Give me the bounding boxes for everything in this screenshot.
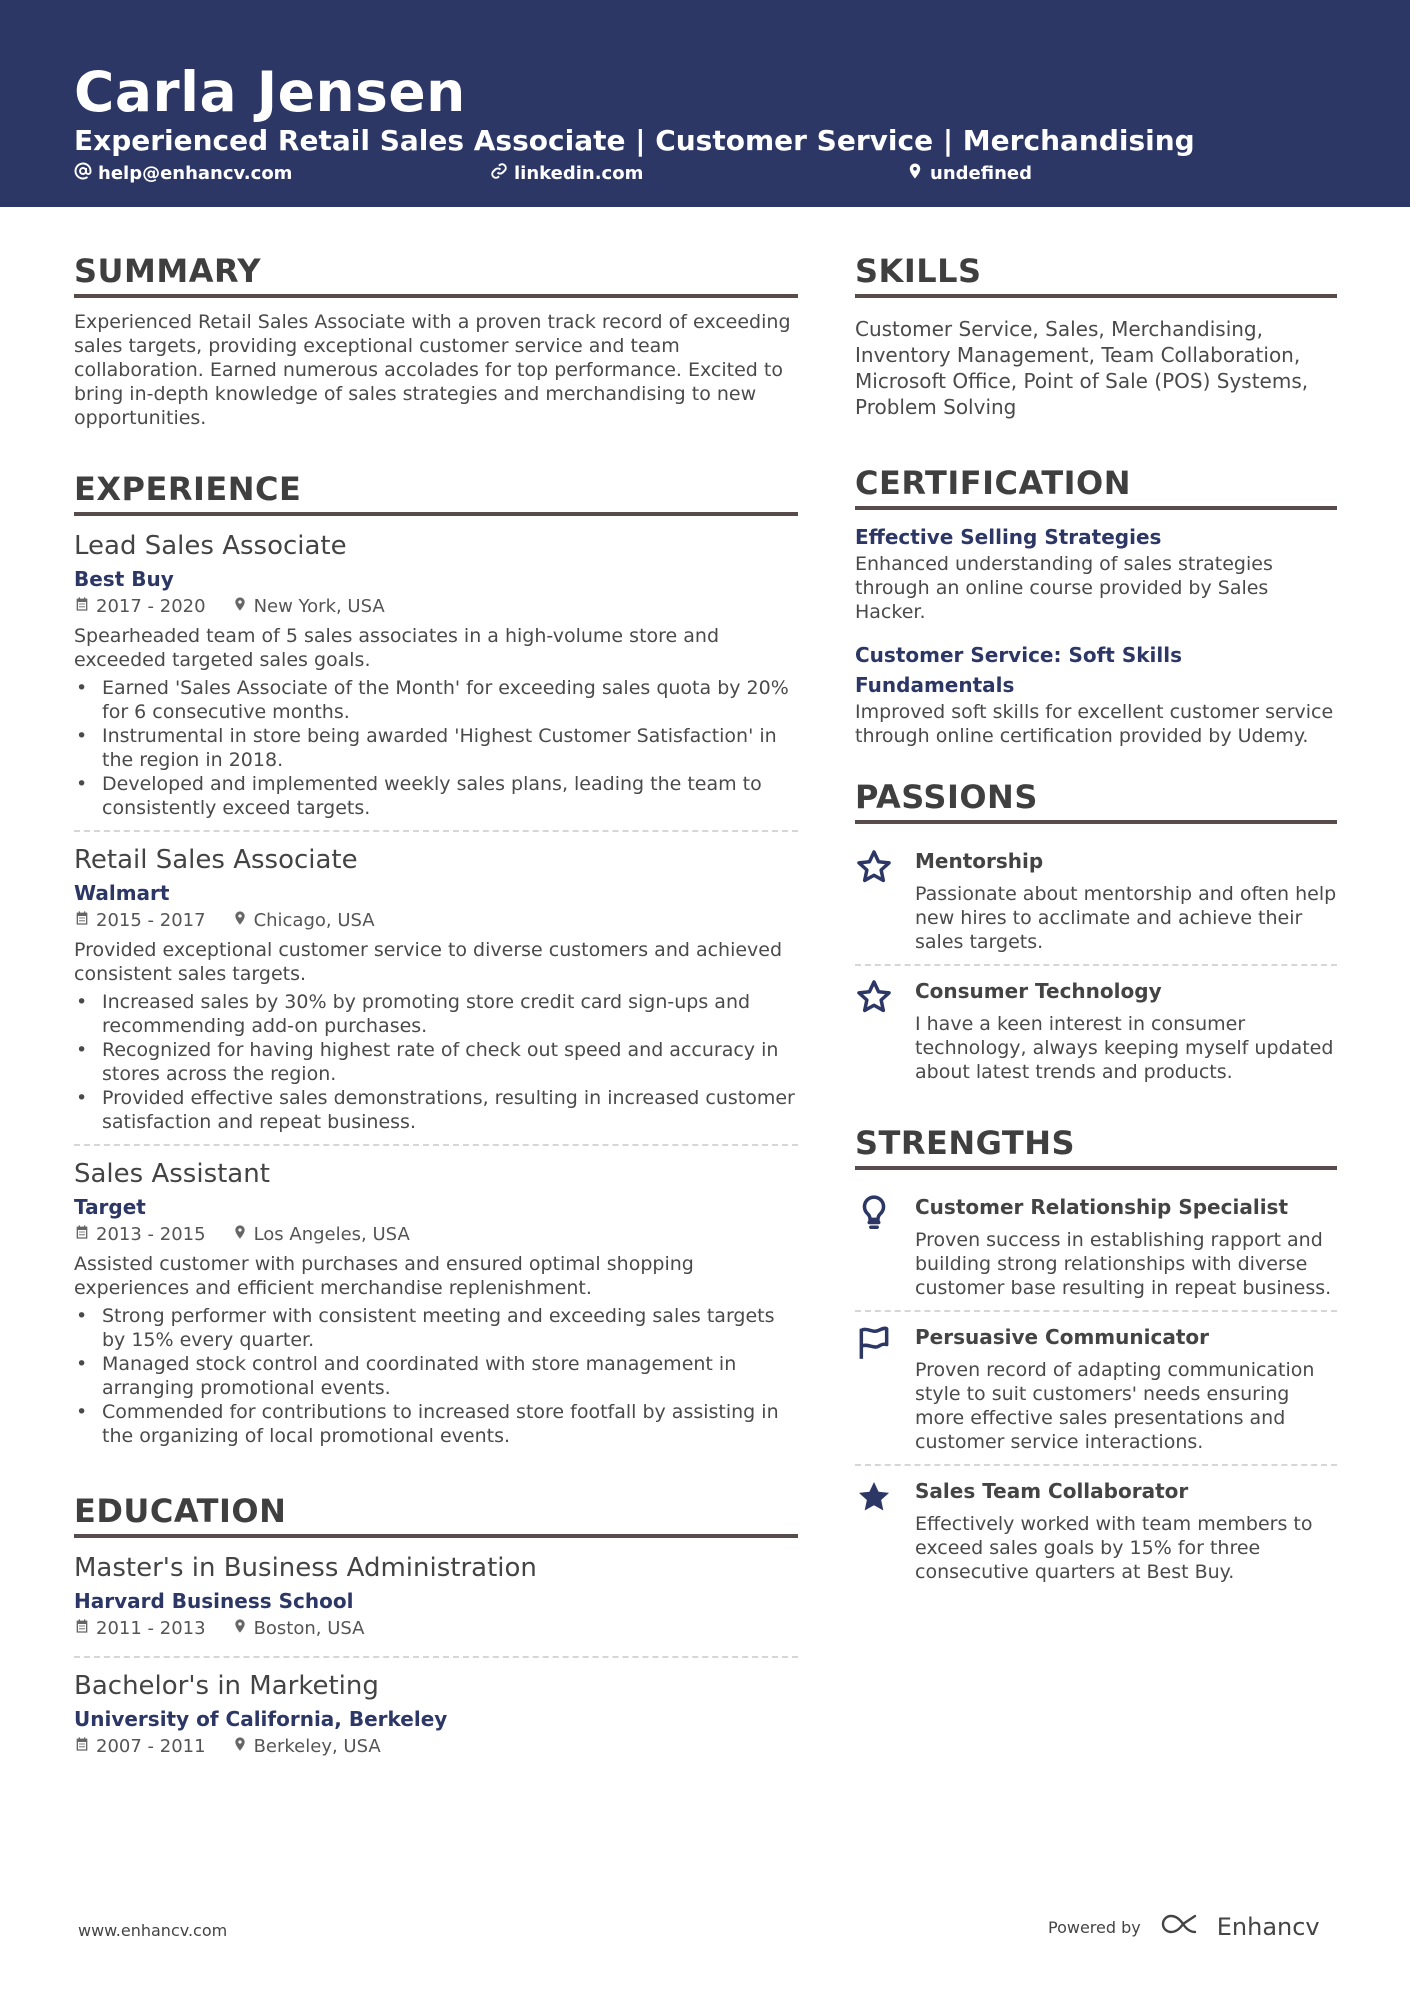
flag-icon xyxy=(855,1347,893,1366)
achievement-item: • Recognized for having highest rate of check out speed and accuracy in stores across the region. xyxy=(74,1038,798,1086)
contact-location xyxy=(906,162,1032,185)
at-icon xyxy=(74,162,92,185)
achievement-item: • Managed stock control and coordinated with store management in arranging promotional events. xyxy=(74,1352,798,1400)
school-name: University of California, Berkeley xyxy=(74,1707,448,1731)
job-title: Retail Sales Associate xyxy=(74,845,358,875)
map-pin-icon xyxy=(232,1616,248,1642)
strengths-section xyxy=(855,1124,1337,1594)
achievement-item: • Provided effective sales demonstrations, resulting in increased customer satisfaction and repeat business. xyxy=(74,1086,798,1134)
brand-logo[interactable] xyxy=(1161,1912,1320,1942)
strength-name: Customer Relationship Specialist xyxy=(915,1195,1289,1219)
job-achievements xyxy=(74,990,798,1134)
right-column xyxy=(855,252,1337,1594)
calendar-icon xyxy=(74,1734,90,1760)
achievement-item: • Instrumental in store being awarded 'Highest Customer Satisfaction' in the region in 2018. xyxy=(74,724,798,772)
company-name: Walmart xyxy=(74,881,170,905)
section-title: EXPERIENCE xyxy=(74,470,798,516)
job-achievements xyxy=(74,1304,798,1448)
passion-description: Passionate about mentorship and often help new hires to acclimate and achieve their sales targets. xyxy=(915,883,1337,953)
education-location: Boston, USA xyxy=(253,1618,365,1639)
experience-entry xyxy=(74,830,798,1144)
degree-title: Master's in Business Administration xyxy=(74,1553,537,1583)
star-outline-icon xyxy=(855,871,893,890)
map-pin-icon xyxy=(232,908,248,934)
star-outline-icon xyxy=(855,1001,893,1020)
section-title: EDUCATION xyxy=(74,1492,798,1538)
map-pin-icon xyxy=(232,1222,248,1248)
strength-description: Proven record of adapting communication style to suit customers' needs ensuring more effective sales presentations and customer service interactions. xyxy=(915,1359,1315,1453)
passion-name: Consumer Technology xyxy=(915,979,1162,1003)
experience-section xyxy=(74,470,798,1458)
experience-entry xyxy=(74,528,798,830)
company-name: Best Buy xyxy=(74,567,174,591)
education-location: Berkeley, USA xyxy=(253,1736,381,1757)
company-name: Target xyxy=(74,1195,146,1219)
certification-section xyxy=(855,464,1337,748)
calendar-icon xyxy=(74,594,90,620)
education-meta xyxy=(74,1616,798,1642)
strength-entry xyxy=(855,1464,1337,1594)
education-dates: 2011 - 2013 xyxy=(96,1618,206,1639)
job-title: Sales Assistant xyxy=(74,1159,270,1189)
enhancv-logo-icon xyxy=(1161,1912,1207,1942)
strength-name: Sales Team Collaborator xyxy=(915,1479,1189,1503)
summary-section xyxy=(74,252,798,430)
job-location: Los Angeles, USA xyxy=(253,1224,410,1245)
education-entry xyxy=(74,1656,798,1774)
contact-linkedin[interactable] xyxy=(490,162,643,185)
star-filled-icon xyxy=(855,1501,893,1520)
skills-section xyxy=(855,252,1337,420)
achievement-item: • Increased sales by 30% by promoting store credit card sign-ups and recommending add-on purchases. xyxy=(74,990,798,1038)
job-meta xyxy=(74,594,798,620)
candidate-headline: Experienced Retail Sales Associate | Customer Service | Merchandising xyxy=(74,124,1195,157)
education-dates: 2007 - 2011 xyxy=(96,1736,206,1757)
footer-branding xyxy=(1048,1912,1320,1942)
achievement-item: • Earned 'Sales Associate of the Month' for exceeding sales quota by 20% for 6 consecutive months. xyxy=(74,676,798,724)
achievement-item: • Strong performer with consistent meeting and exceeding sales targets by 15% every quarter. xyxy=(74,1304,798,1352)
map-pin-icon xyxy=(906,162,924,185)
passion-name: Mentorship xyxy=(915,849,1044,873)
job-dates: 2015 - 2017 xyxy=(96,910,206,931)
passion-entry xyxy=(855,964,1337,1094)
job-dates: 2013 - 2015 xyxy=(96,1224,206,1245)
experience-entry xyxy=(74,1144,798,1458)
passion-description: I have a keen interest in consumer technology, always keeping myself updated about latest trends and products. xyxy=(915,1013,1334,1083)
section-title: CERTIFICATION xyxy=(855,464,1337,510)
map-pin-icon xyxy=(232,594,248,620)
strength-description: Proven success in establishing rapport and building strong relationships with diverse customer base resulting in repeat business. xyxy=(915,1229,1332,1299)
certification-name: Customer Service: Soft Skills Fundamentals xyxy=(855,643,1183,697)
brand-name: Enhancv xyxy=(1216,1913,1320,1941)
job-dates: 2017 - 2020 xyxy=(96,596,206,617)
contact-email-text: help@enhancv.com xyxy=(98,163,293,184)
achievement-item: • Developed and implemented weekly sales plans, leading the team to consistently exceed targets. xyxy=(74,772,798,820)
summary-text: Experienced Retail Sales Associate with a proven track record of exceeding sales targets, providing exceptional customer service and team collaboration. Earned numerous accolades for top performance. Excited to bring in-depth knowledge of sales strategies and merchandising to new opportunities. xyxy=(74,311,791,429)
section-title: PASSIONS xyxy=(855,778,1337,824)
passions-section xyxy=(855,778,1337,1094)
skills-text: Customer Service, Sales, Merchandising, Inventory Management, Team Collaboration, Microsoft Office, Point of Sale (POS) Systems, Problem Solving xyxy=(855,317,1309,419)
calendar-icon xyxy=(74,1222,90,1248)
certification-entry xyxy=(855,640,1337,748)
contact-email[interactable] xyxy=(74,162,292,185)
certification-description: Improved soft skills for excellent customer service through online certification provided by Udemy. xyxy=(855,701,1334,747)
strength-entry xyxy=(855,1182,1337,1310)
job-title: Lead Sales Associate xyxy=(74,531,347,561)
powered-by-label: Powered by xyxy=(1048,1917,1141,1937)
education-entry xyxy=(74,1550,798,1656)
degree-title: Bachelor's in Marketing xyxy=(74,1671,379,1701)
contact-location-text: undefined xyxy=(930,163,1032,184)
certification-name: Effective Selling Strategies xyxy=(855,525,1162,549)
education-meta xyxy=(74,1734,798,1760)
job-location: New York, USA xyxy=(253,596,385,617)
footer-website[interactable]: www.enhancv.com xyxy=(78,1921,228,1940)
job-location: Chicago, USA xyxy=(253,910,375,931)
strength-description: Effectively worked with team members to exceed sales goals by 15% for three consecutive quarters at Best Buy. xyxy=(915,1513,1313,1583)
lightbulb-icon xyxy=(855,1217,893,1236)
strength-entry xyxy=(855,1310,1337,1464)
map-pin-icon xyxy=(232,1734,248,1760)
achievement-item: • Commended for contributions to increased store footfall by assisting in the organizing of local promotional events. xyxy=(74,1400,798,1448)
certification-entry xyxy=(855,522,1337,624)
job-description: Spearheaded team of 5 sales associates in a high-volume store and exceeded targeted sales goals. xyxy=(74,625,720,671)
job-meta xyxy=(74,1222,798,1248)
job-achievements xyxy=(74,676,798,820)
contact-linkedin-text: linkedin.com xyxy=(514,163,644,184)
passion-entry xyxy=(855,836,1337,964)
section-title: SKILLS xyxy=(855,252,1337,298)
calendar-icon xyxy=(74,908,90,934)
candidate-name: Carla Jensen xyxy=(74,60,466,124)
education-section xyxy=(74,1492,798,1774)
job-description: Provided exceptional customer service to diverse customers and achieved consistent sales targets. xyxy=(74,939,783,985)
certification-description: Enhanced understanding of sales strategies through an online course provided by Sales Hacker. xyxy=(855,553,1273,623)
job-meta xyxy=(74,908,798,934)
left-column xyxy=(74,252,798,1774)
job-description: Assisted customer with purchases and ensured optimal shopping experiences and efficient merchandise replenishment. xyxy=(74,1253,694,1299)
section-title: STRENGTHS xyxy=(855,1124,1337,1170)
strength-name: Persuasive Communicator xyxy=(915,1325,1209,1349)
resume-header xyxy=(0,0,1410,207)
calendar-icon xyxy=(74,1616,90,1642)
link-icon xyxy=(490,162,508,185)
school-name: Harvard Business School xyxy=(74,1589,354,1613)
section-title: SUMMARY xyxy=(74,252,798,298)
